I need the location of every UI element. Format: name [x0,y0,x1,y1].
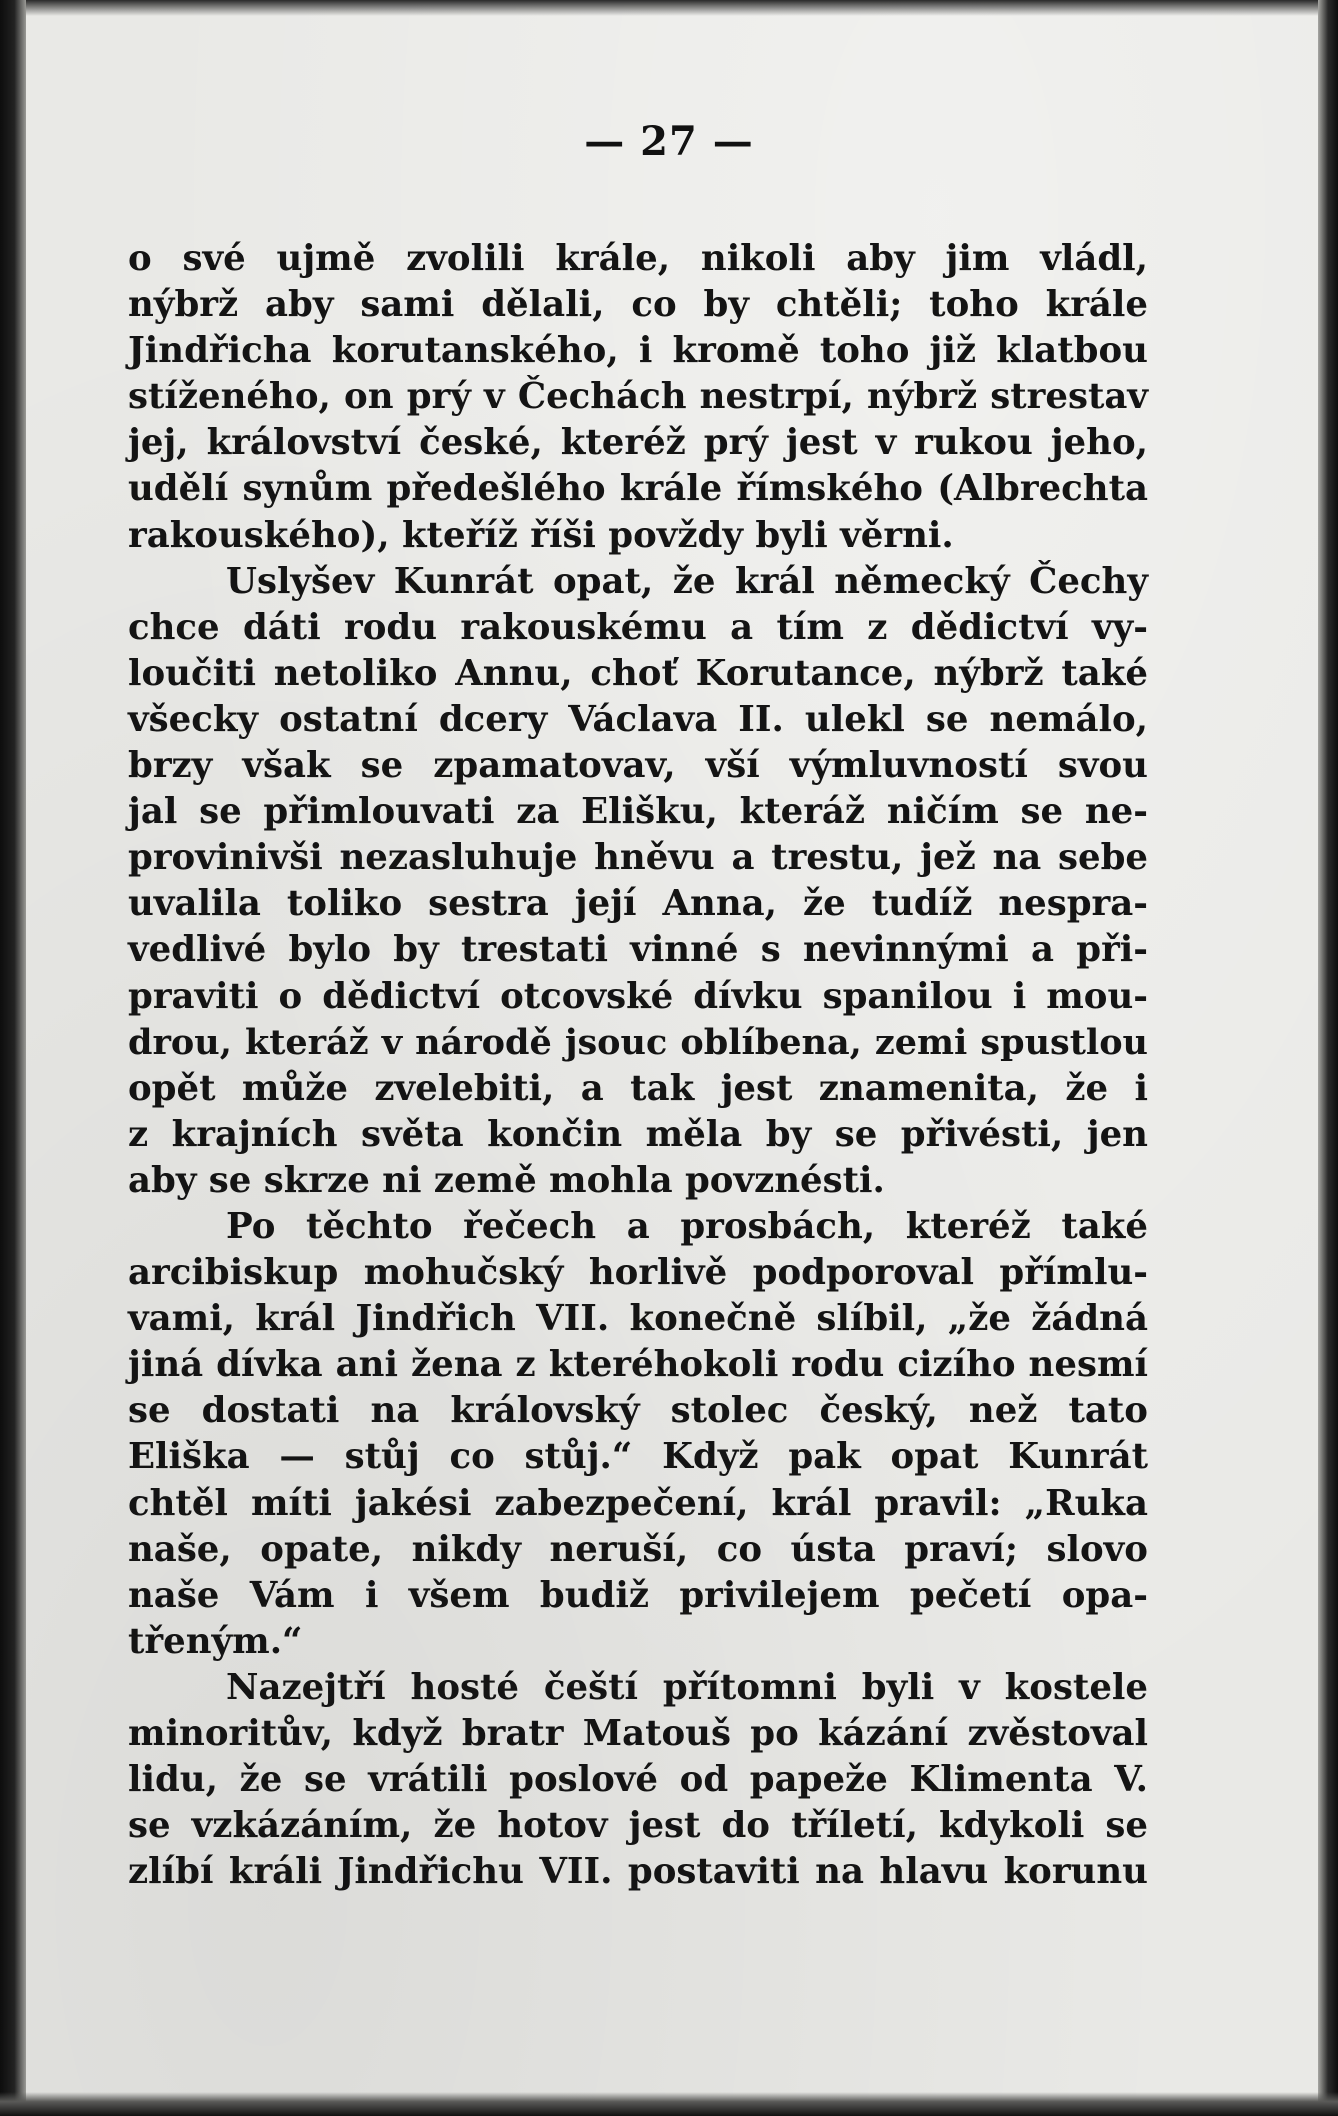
text-line: zlíbí králi Jindřichu VII. postaviti na hlavu korunu [128,1851,1148,1893]
text-line: z krajních světa končin měla by se přivésti, jen [128,1113,1148,1155]
page-right-edge [1318,0,1338,2116]
text-line: jal se přimlouvati za Elišku, kteráž ničím se ne- [128,791,1148,833]
text-line: jiná dívka ani žena z kteréhokoli rodu cizího nesmí [128,1344,1148,1386]
page-number: — 27 — [584,118,754,165]
text-line: Nazejtří hosté čeští přítomni byli v kostele [226,1666,1148,1708]
body-text [128,236,1148,1895]
text-line: provinivši nezasluhuje hněvu a trestu, jež na sebe [128,837,1148,879]
page-top-shadow [0,0,1338,16]
page-left-edge [0,0,26,2116]
text-line: drou, kteráž v národě jsouc oblíbena, zemi spustlou [128,1021,1148,1063]
text-line: Po těchto řečech a prosbách, kteréž také [226,1205,1148,1247]
text-line: udělí synům předešlého krále římského (Albrechta [128,468,1148,510]
text-line: brzy však se zpamatovav, vší výmluvností svou [128,745,1148,787]
text-line: všecky ostatní dcery Václava II. ulekl se nemálo, [128,698,1148,740]
text-line: chce dáti rodu rakouskému a tím z dědictví vy- [128,606,1148,648]
text-line: jej, království české, kteréž prý jest v rukou jeho, [128,422,1148,464]
text-line: stíženého, on prý v Čechách nestrpí, nýbrž strestav [128,376,1148,418]
text-line: vami, král Jindřich VII. konečně slíbil, „že žádná [128,1298,1148,1340]
text-line: Uslyšev Kunrát opat, že král německý Čechy [226,560,1148,602]
text-line: naše Vám i všem budiž privilejem pečetí opa- [128,1574,1148,1616]
text-line: nýbrž aby sami dělali, co by chtěli; toho krále [128,284,1148,326]
page-bottom-edge [0,2092,1338,2116]
text-line: praviti o dědictví otcovské dívku spanilou i mou- [128,975,1148,1017]
text-line: rakouského), kteříž říši povždy byli věrni. [128,514,954,556]
text-line: třeným.“ [128,1620,303,1662]
text-line: loučiti netoliko Annu, choť Korutance, nýbrž také [128,652,1148,694]
text-line: minoritův, když bratr Matouš po kázání zvěstoval [128,1713,1148,1754]
text-line: vedlivé bylo by trestati vinné s nevinnými a při- [128,929,1148,971]
text-line: Eliška — stůj co stůj.“ Když pak opat Kunrát [128,1436,1148,1478]
text-line: arcibiskup mohučský horlivě podporoval přímlu- [128,1252,1148,1294]
text-line: se vzkázáním, že hotov jest do tříletí, kdykoli se [128,1805,1148,1847]
text-line: Jindřicha korutanského, i kromě toho již klatbou [128,330,1148,372]
text-line: naše, opate, nikdy neruší, co ústa praví; slovo [128,1528,1148,1570]
text-line: o své ujmě zvolili krále, nikoli aby jim vládl, [128,238,1148,279]
text-line: opět může zvelebiti, a tak jest znamenita, že i [128,1067,1148,1109]
text-line: lidu, že se vrátili poslové od papeže Klimenta V. [128,1759,1148,1801]
text-line: chtěl míti jakési zabezpečení, král pravil: „Ruka [128,1482,1148,1524]
text-line: aby se skrze ni země mohla povznésti. [128,1159,885,1201]
text-line: se dostati na královský stolec český, než tato [128,1390,1148,1432]
text-line: uvalila toliko sestra její Anna, že tudíž nespra- [128,883,1148,925]
